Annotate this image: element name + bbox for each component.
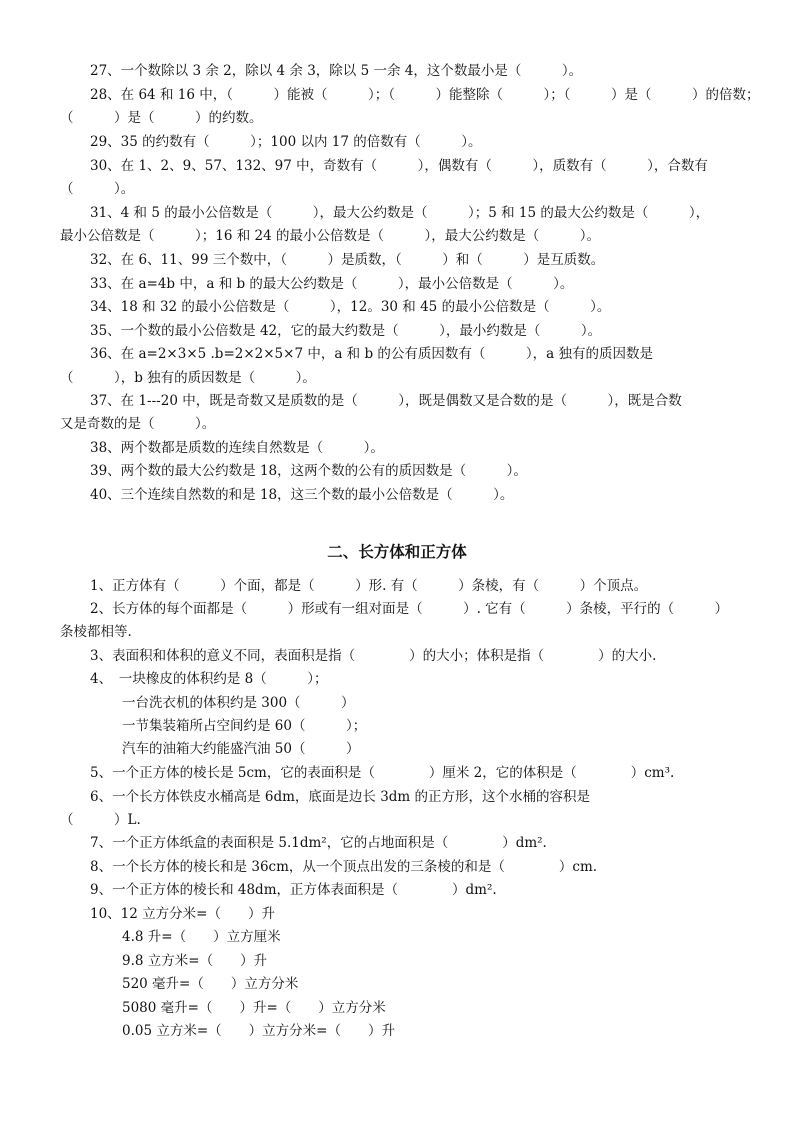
question-37: 37、在 1---20 中，既是奇数又是质数的是（ ），既是偶数又是合数的是（ ），既是合数: [90, 393, 682, 409]
section-q4: 4、 一块橡皮的体积约是 8（ ）；: [90, 671, 328, 687]
question-33: 33、在 a=4b 中，a 和 b 的最大公约数是（ ），最小公倍数是（ ）。: [90, 276, 574, 292]
section-q8: 8、一个长方体的棱长和是 36cm，从一个顶点出发的三条棱的和是（ ）cm.: [90, 859, 598, 875]
section-q6-cont: （ ）L.: [60, 812, 141, 828]
section-q10-item-5: 5080 毫升=（ ）升=（ ）立方分米: [122, 1000, 386, 1016]
section-q3: 3、表面积和体积的意义不同，表面积是指（ ）的大小；体积是指（ ）的大小.: [90, 648, 657, 664]
section-q1: 1、正方体有（ ）个面，都是（ ）形. 有（ ）条棱，有（ ）个顶点。: [90, 578, 648, 594]
question-28: 28、在 64 和 16 中，（ ）能被（ ）；（ ）能整除（ ）；（ ）是（ ）的倍数；: [90, 87, 760, 103]
question-32: 32、在 6、11、99 三个数中，（ ）是质数，（ ）和（ ）是互质数。: [90, 252, 605, 268]
section-q2: 2、长方体的每个面都是（ ）形或有一组对面是（ ）. 它有（ ）条棱，平行的（ ）: [90, 601, 729, 617]
question-35: 35、一个数的最小公倍数是 42，它的最大约数是（ ），最小约数是（ ）。: [90, 323, 602, 339]
question-27: 27、一个数除以 3 余 2，除以 4 余 3，除以 5 一余 4，这个数最小是（ ）。: [90, 63, 583, 79]
question-36-cont: （ ），b 独有的质因数是（ ）。: [60, 370, 316, 386]
question-39: 39、两个数的最大公约数是 18，这两个数的公有的质因数是（ ）。: [90, 463, 527, 479]
section-q7: 7、一个正方体纸盒的表面积是 5.1dm²，它的占地面积是（ ）dm².: [90, 835, 547, 851]
section-q6: 6、一个长方体铁皮水桶高是 6dm，底面是边长 3dm 的正方形，这个水桶的容积是: [90, 789, 591, 805]
section-q9: 9、一个正方体的棱长和 48dm，正方体表面积是（ ）dm².: [90, 882, 497, 898]
section-q2-cont: 条棱都相等.: [60, 624, 132, 640]
question-38: 38、两个数都是质数的连续自然数是（ ）。: [90, 440, 384, 456]
question-29: 29、35 的约数有（ ）；100 以内 17 的倍数有（ ）。: [90, 134, 482, 150]
question-28-cont: （ ）是（ ）的约数。: [60, 110, 263, 126]
section-q10-item-3: 9.8 立方米=（ ）升: [122, 953, 268, 969]
section-q10: 10、12 立方分米=（ ）升: [90, 906, 275, 922]
section-title: 二、长方体和正方体: [327, 543, 467, 561]
question-37-cont: 又是奇数的是（ ）。: [60, 416, 216, 432]
question-30: 30、在 1、2、9、57、132、97 中，奇数有（ ），偶数有（ ），质数有（ ），合数有: [90, 158, 708, 174]
question-40: 40、三个连续自然数的和是 18，这三个数的最小公倍数是（ ）。: [90, 487, 514, 503]
section-q5: 5、一个正方体的棱长是 5cm，它的表面积是（ ）厘米 2，它的体积是（ ）cm³.: [90, 765, 675, 781]
section-q4-item-4: 汽车的油箱大约能盛汽油 50（ ）: [122, 741, 360, 757]
question-34: 34、18 和 32 的最小公倍数是（ ），12。30 和 45 的最小公倍数是（ ）。: [90, 299, 611, 315]
section-q10-item-4: 520 毫升=（ ）立方分米: [122, 976, 299, 992]
question-36: 36、在 a=2×3×5 .b=2×2×5×7 中，a 和 b 的公有质因数有（ ），a 独有的质因数是: [90, 346, 653, 362]
section-q10-item-2: 4.8 升=（ ）立方厘米: [122, 929, 281, 945]
section-q4-item-3: 一节集装箱所占空间约是 60（ ）；: [122, 718, 367, 734]
section-q4-item-2: 一台洗衣机的体积约是 300（ ）: [122, 695, 355, 711]
question-31: 31、4 和 5 的最小公倍数是（ ），最大公约数是（ ）；5 和 15 的最大公约数是（ ），: [90, 205, 710, 221]
question-31-cont: 最小公倍数是（ ）；16 和 24 的最小公倍数是（ ），最大公约数是（ ）。: [60, 228, 600, 244]
question-30-cont: （ ）。: [60, 181, 135, 197]
section-q10-item-6: 0.05 立方米=（ ）立方分米=（ ）升: [122, 1023, 395, 1039]
